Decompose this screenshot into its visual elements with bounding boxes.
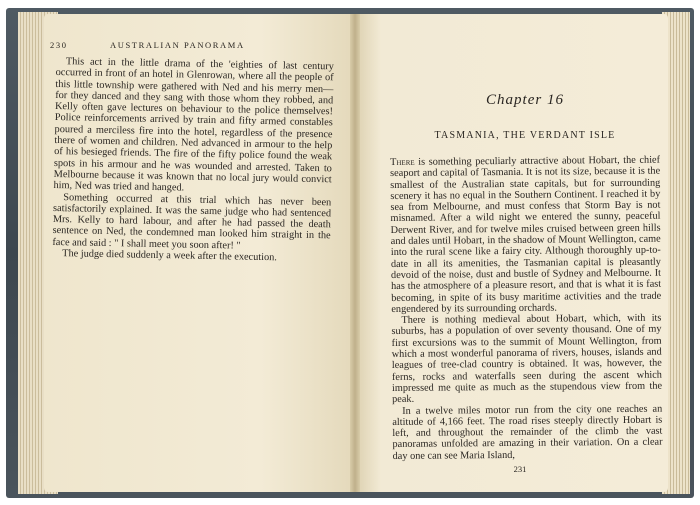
paragraph xyxy=(390,155,661,316)
paragraph: There is nothing medieval about Hobart, which, with its suburbs, has a population of over seventy thousand. One of my first excursions was to the summit of Mount Wellington, from which a most wonderful panorama of rivers, houses, islands and leagues of tree-clad country is obtained. It was, however, the ferns, rocks and waterfalls seen during the ascent which impressed me quite as much as the stupendous view from the peak. xyxy=(391,312,663,406)
chapter-title: TASMANIA, THE VERDANT ISLE xyxy=(434,130,616,141)
paragraph: Something occurred at this trial which has never been satisfactorily explained. It was the same judge who had sentenced Mrs. Kelly to hard labour, and after he had passed the death sentence on Ned, the condemned man looked him straight in the face and said : " I shall meet you soon after! " xyxy=(52,191,332,252)
paragraph: In a twelve miles motor run from the city one reaches an altitude of 4,166 feet. The road rises steeply directly Hobart is left, and throughout the remainder of the climb the vast panoramas unfolded are amazing in their variation. On a clear day one can see Maria Island, xyxy=(392,403,663,462)
book-gutter xyxy=(350,14,360,492)
chapter-heading: Chapter 16 xyxy=(486,92,564,108)
left-page-number: 230 xyxy=(50,40,68,50)
right-page-number: 231 xyxy=(513,464,527,474)
paragraph: This act in the little drama of the 'eighties of last century occurred in front of an hotel in Glenrowan, where all the people of this little township were gathered with Ned and his merry men—for they danced and they sang with those whom they robbed, and Kelly often gave lectures on behaviour to the police themselves! Police reinforcements arrived by train and fifty armed constables poured a merciless fire into the hotel, regardless of the presence there of women and children. Ned advanced in armour to the help of his besieged friends. The fire of the fifty police found the weak spots in his armour and he was wounded and arrested. Taken to Melbourne because it was known that no local jury would convict him, Ned was tried and hanged. xyxy=(53,56,334,194)
left-page-body xyxy=(52,56,334,265)
paragraph: The judge died suddenly a week after the execution. xyxy=(62,248,278,264)
right-page-body xyxy=(390,155,663,462)
first-word: There xyxy=(390,156,415,168)
paragraph-rest: is something peculiarly attractive about Hobart, the chief seaport and capital of Tasmania. It is not its size, because it is the smallest of the Australian state capitals, but for surrounding scenery it has no equal in the Southern Continent. I reached it by sea from Melbourne, and must confess that Storm Bay is not misnamed. After a wild night we entered the sunny, peaceful Derwent River, and for twelve miles cruised between green hills and dales until Hobart, in the shadow of Mount Wellington, came into the rural scene like a fairy city. Although thoroughly up-to-date in all its amenities, the Tasmanian capital is pleasantly devoid of the noise, dust and bustle of Sydney and Melbourne. It has the atmosphere of a pleasure resort, and that is what it is fast becoming, in spite of its busy maritime activities and the trade engendered by its surrounding orchards. xyxy=(390,154,662,315)
running-head-title: AUSTRALIAN PANORAMA xyxy=(110,40,245,50)
